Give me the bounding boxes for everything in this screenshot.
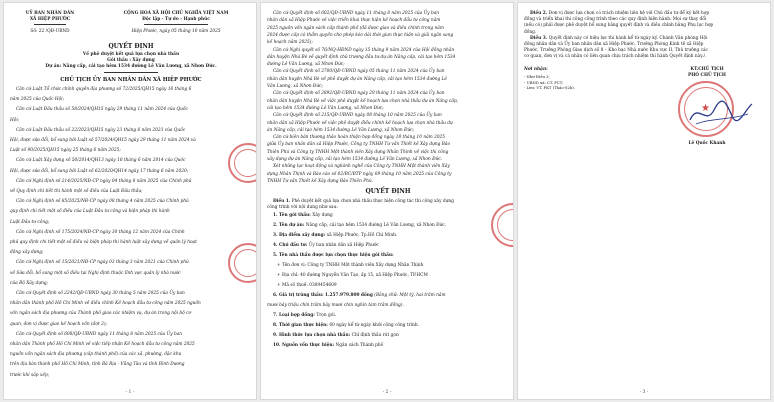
body-text-line: Căn cứ Quyết định số 602/QĐ-UBND ngày 11 tháng 8 năm 2025 của Ủy ban xyxy=(273,11,440,16)
body-text-line: Căn cứ Luật Đấu thầu số 58/2024/QH15 ngày 29 tháng 11 năm 2024 của Quốc xyxy=(16,107,188,113)
decision-item-value: Trọn gói. xyxy=(316,313,337,318)
decision-item-label: 9. Hình thức lựa chọn nhà thầu: xyxy=(273,333,352,338)
body-text-line: 2024 được cấp có thẩm quyền cho phép kéo dài thời gian thực hiện và giải ngân sang xyxy=(267,32,454,38)
decision-title: QUYẾT ĐỊNH xyxy=(108,43,154,50)
body-text-line: xây dựng dự án Nâng cấp, cải tạo hẻm 1534 đường Lê Văn Lương, xã Nhơn Đức. xyxy=(267,157,443,162)
decision-item xyxy=(273,313,336,319)
body-text-line: Căn cứ Nghị định số 214/2025/NĐ-CP ngày 04 tháng 8 năm 2025 của Chính phủ xyxy=(16,178,192,184)
page-number: - 3 - xyxy=(639,390,649,395)
decision-item-label: 4. Chủ đầu tư: xyxy=(273,243,309,248)
decision-item-label: 6. Giá trị trúng thầu: xyxy=(273,293,326,298)
republic-heading: CỘNG HOÀ XÃ HỘI CHỦ NGHĨA VIỆT NAM xyxy=(123,11,229,16)
decision-item-value: xã Hiệp Phước, Tp.Hồ Chí Minh. xyxy=(326,233,398,238)
body-text-line: nhân dân thành phố Hồ Chí Minh về điều chỉnh Kế hoạch đầu tư công năm 2025 nguồn xyxy=(10,301,201,307)
body-text-line: quan, đơn vị được giao kế hoạch vốn (đợt 2); xyxy=(10,321,107,327)
body-text-line: giữa Ủy ban nhân dân xã Hiệp Phước, Công ty TNHH Tư vấn Thiết kế Xây dựng Bảo xyxy=(267,142,451,148)
body-text-line: Căn cứ Nghị định số 85/2025/NĐ-CP ngày 08 tháng 4 năm 2025 của Chính phủ xyxy=(16,199,189,205)
document-page-2 xyxy=(260,2,514,400)
body-text-line: nhân dân xã Hiệp Phước về việc phê duyệt điều chỉnh kế hoạch lựa chọn nhà thầu dự xyxy=(267,120,453,126)
body-text-line: TNHH Tư vấn Thiết kế Xây dựng Bảo Thiên Phú. xyxy=(267,178,373,184)
body-text-line: động xây dựng; xyxy=(10,250,44,256)
body-text-line: Căn cứ Luật Tổ chức chính quyền địa phương số 72/2025/QH15 ngày 16 tháng 6 xyxy=(16,87,192,92)
body-text-line: phủ quy định chi tiết một số điều và biện pháp thi hành luật xây dựng về quản lý hoạt xyxy=(10,240,197,245)
body-text-line: Căn cứ Nghị quyết số 76/NQ-HĐND ngày 15 tháng 9 năm 2024 của Hội đồng nhân xyxy=(273,47,455,53)
org-underline xyxy=(34,24,66,25)
body-text-line: Luật Đầu tư công; xyxy=(10,219,50,225)
body-text-line: + Địa chỉ: 40 đường Nguyễn Văn Tạo, ấp 15, xã Hiệp Phước, TP.HCM xyxy=(277,273,428,278)
decision-item xyxy=(273,213,333,219)
decision-item-value: Chỉ định thầu rút gọn xyxy=(351,333,399,338)
body-text-line: Căn cứ Quyết định số 608/QĐ-UBND ngày 11 tháng 8 năm 2025 của Ủy ban xyxy=(16,331,183,337)
recipient-item: - Như Điều 3; xyxy=(524,74,550,79)
body-text-line xyxy=(530,36,707,42)
date-place: Hiệp Phước, ngày 05 tháng 10 năm 2025 xyxy=(131,29,221,34)
sign-role2: PHÓ CHỦ TỊCH xyxy=(688,73,726,78)
body-text-line: Căn cứ Nghị định số 15/2021/NĐ-CP ngày 03 tháng 3 năm 2021 của Chính phủ xyxy=(16,260,189,266)
body-text-line: nhân dân Thành phố Hồ Chí Minh về việc tiếp nhận Kế hoạch đầu tư công năm 2025 xyxy=(10,342,195,347)
decision-item-label: 5. Tên nhà thầu được lựa chọn thực hiện gói thầu: xyxy=(273,253,394,258)
article-label: Điều 3. xyxy=(530,35,549,41)
handwritten-signature xyxy=(686,98,756,128)
decision-item-value: Nâng cấp, cải tạo hẻm 1534 đường Lê Văn Lương, xã Nhơn Đức. xyxy=(305,223,447,228)
title-line1: Về phê duyệt kết quả lựa chọn nhà thầu xyxy=(82,52,180,57)
decision-item-value: Ngân sách Thành phố xyxy=(335,343,384,348)
body-text-line: đồng và triển khai thi công công trình theo các quy định hiện hành. Mọi sự thay đổi xyxy=(524,17,707,23)
decision-item-value: 1.257.979.800 đồng xyxy=(325,293,373,298)
recipient-item: - Lưu: VT, PKT (Thảo-02b). xyxy=(524,85,575,90)
body-text-line: Căn cứ Quyết định số 215/QĐ-UBND ngày 08 tháng 10 năm 2025 của Ủy ban xyxy=(273,113,442,119)
decision-item-label: 3. Địa điểm xây dựng: xyxy=(273,233,327,238)
body-text-line: Căn cứ Quyết định số 2242/QĐ-UBND ngày 30 tháng 5 năm 2025 của Ủy ban xyxy=(16,291,185,296)
decision-item xyxy=(273,223,446,229)
title-line3: Dự án: Nâng cấp, cải tạo hẻm 1534 đường Lê Văn Lương, xã Nhơn Đức. xyxy=(45,64,217,69)
body-text-line: Văn Lương, xã Nhơn Đức; xyxy=(267,84,323,89)
article1-label: Điều 1. xyxy=(273,199,291,204)
recipient-item: - UBND xã: CT, PCT; xyxy=(524,79,564,85)
body-text-line: 2025 nguồn vốn ngân sách cấp thành phố (đã được giao và điều chỉnh trong năm xyxy=(267,25,444,31)
article-text: Đơn vị được lựa chọn có trách nhiệm liên hệ với Chủ đầu tư để ký kết hợp xyxy=(548,11,710,16)
decision-item xyxy=(273,293,446,299)
decision-item xyxy=(273,243,379,249)
body-text-line: Xét những lục hoạt động và nghành nghề của Công ty TNHH Một thành viên Xây xyxy=(273,164,450,170)
page-number: - 2 - xyxy=(382,390,392,395)
authority-heading: CHỦ TỊCH ỦY BAN NHÂN DÂN XÃ HIỆP PHƯỚC xyxy=(60,77,202,83)
body-text-line: Căn cứ Nghị định số 175/2024/NĐ-CP ngày 30 tháng 12 năm 2024 của Chính xyxy=(16,229,185,235)
document-page-3 xyxy=(517,2,771,400)
body-text-line: (nếu có) phải được phê duyệt bổ sung bằng quyết định và điều chỉnh bằng Phụ lục hợp xyxy=(524,23,714,29)
decision-item-label: 8. Thời gian thực hiện: xyxy=(273,323,330,328)
article1-text: Phê duyệt kết quả lựa chọn nhà thầu thực hiện công tác thi công xây dựng xyxy=(291,199,454,204)
title-line2: Gói thầu : Xây dựng xyxy=(107,58,155,63)
body-text-line: kế hoạch năm 2025); xyxy=(267,40,313,46)
body-text-line: đồng. xyxy=(524,29,537,35)
body-text-line: Luật số 90/2025/QH15 ngày 25 tháng 6 năm 2025; xyxy=(10,148,121,154)
body-text-line: Phước, Trưởng Phòng Giao dịch số 8 – Kho bạc Nhà nước Khu vực II, Thủ trưởng các xyxy=(524,48,708,54)
body-text-line: cải tạo hẻm 1534 đường Lê Văn Lương, xã Nhơn Đức; xyxy=(267,105,384,111)
body-text-line: quy định chi tiết một số điều của Luật Đầu tư công và biện pháp thi hành xyxy=(10,209,170,215)
decision-item xyxy=(273,323,419,329)
motto: Độc lập - Tự do - Hạnh phúc xyxy=(142,17,210,22)
body-text-line: án Nâng cấp, cải tạo hẻm 1534 đường Lê Văn Lương, xã Nhơn Đức; xyxy=(267,127,415,133)
decision-item xyxy=(273,253,394,259)
decision-item-value: 60 ngày kể từ ngày khởi công công trình. xyxy=(329,323,419,328)
body-text-line: Hội, được sửa đổi, bổ sung bởi Luật số 62/2020/QH14 ngày 17 tháng 6 năm 2020; xyxy=(10,168,189,174)
stamp-seal-edge xyxy=(228,243,257,283)
stamp-star-icon: ★ xyxy=(701,103,710,114)
body-text-line: dựng Nhân Thịnh và Báo cáo số 02/BC/BTP ngày 09 tháng 10 năm 2025 của Công ty xyxy=(267,171,452,177)
decision-item-label: 7. Loại hợp đồng: xyxy=(273,313,317,318)
signer-name: Lê Quốc Khanh xyxy=(688,141,726,146)
decision-item-label: 1. Tên gói thầu: xyxy=(273,213,313,218)
org-line2: XÃ HIỆP PHƯỚC xyxy=(29,17,71,22)
body-text-line: của Bộ Xây dựng; xyxy=(10,280,49,286)
body-text-line: nhân dân huyện Nhà Bè về phê duyệt dự án Nâng cấp, cải tạo hẻm 1534 đường Lê xyxy=(267,76,447,82)
motto-underline xyxy=(144,24,208,25)
body-text-line: Hội; xyxy=(10,117,20,123)
stamp-seal-edge xyxy=(228,143,257,183)
body-text-line: Căn cứ Quyết định số 2892/QĐ-UBND ngày 29 tháng 11 năm 2024 của Ủy ban xyxy=(273,91,445,97)
page-number: - 1 - xyxy=(125,390,135,395)
decision-item-label: 10. Nguồn vốn thực hiện: xyxy=(273,343,336,348)
stamp-seal-edge xyxy=(491,203,514,247)
recipients-heading: Nơi nhận: xyxy=(524,67,548,72)
document-page-1 xyxy=(3,2,257,400)
body-text-line: nhân dân xã Hiệp Phước về việc triển khai thực hiện kế hoạch đầu tư công năm xyxy=(267,18,441,24)
decision-item-note: (Bằng chữ: Một tỷ, hai trăm năm xyxy=(372,293,446,298)
article-text: Quyết định này có hiệu lực thi hành kể từ ngày ký. Chánh Văn phòng Hội xyxy=(548,35,708,41)
body-text-line: về Quy định chi tiết thi hành một số điều của Luật Đấu thầu; xyxy=(10,189,143,194)
decision-item-value: Xây dựng xyxy=(312,213,333,218)
article-label: Điều 2. xyxy=(530,11,549,16)
body-text-line: cơ quan, đơn vị và cá nhân có liên quan chịu trách nhiệm thi hành Quyết định này./. xyxy=(524,54,707,60)
body-text-line: + Tên đơn vị: Công ty TNHH Một thành viên Xây dựng Nhân Thịnh xyxy=(277,263,424,268)
decision-item-value: Ủy ban nhân dân xã Hiệp Phước xyxy=(308,243,379,248)
body-text-line: đồng nhân dân và Ủy ban nhân dân xã Hiệp Phước, Trưởng Phòng Kinh tế xã Hiệp xyxy=(524,42,704,47)
body-text-line: mươi bảy triệu chín trăm bảy mươi chín nghìn tám trăm đồng). xyxy=(267,303,404,308)
body-text-line: Căn cứ biên bản thương thảo hoàn thiện hợp đồng ngày 18 tháng 10 năm 2025 xyxy=(273,135,446,141)
body-text-line: Căn cứ Luật Đầu thầu số 22/2023/QH15 ngày 23 tháng 6 năm 2023 của Quốc xyxy=(16,127,186,133)
org-line1: UỶ BAN NHÂN DÂN xyxy=(25,11,75,16)
body-text-line: năm 2025 của Quốc Hội; xyxy=(10,97,65,103)
body-text-line: về Sửa đổi, bổ sung một số điều tại Nghị định thuộc lĩnh vực quản lý nhà nước xyxy=(10,270,181,276)
body-text-line: dân huyện Nhà Bè về quyết định chủ trương đầu tư dự án Nâng cấp, cải tạo hẻm 1534 xyxy=(267,54,456,60)
body-text-line: nguồn vốn ngân sách địa phương (cấp thành phố) của các xã, phường, đặc khu xyxy=(10,352,182,358)
body-text-line: Căn cứ Luật Xây dựng số 50/2014/QH13 ngày 18 tháng 6 năm 2014 của Quốc xyxy=(16,158,186,164)
decision-item-label: 2. Tên dự án: xyxy=(273,223,306,228)
decision-item xyxy=(273,233,397,239)
sign-role1: KT.CHỦ TỊCH xyxy=(690,67,724,72)
body-text-line: nhân dân huyện Nhà Bè về việc phê duyệt kế hoạch lựa chọn nhà thầu dự án Nâng cấp, xyxy=(267,98,459,104)
body-text-line: vốn ngân sách địa phương của Thành phố giao các nhiệm vụ, dự án trong nội bộ cơ xyxy=(10,311,192,317)
article1-text2: công trình với nội dung như sau: xyxy=(267,205,338,210)
body-text-line: trên địa bàn thành phố Hồ Chí Minh, tỉnh Bà Rịa - Vũng Tàu và tỉnh Bình Dương xyxy=(10,362,185,368)
decision-item xyxy=(273,333,399,339)
body-text-line: + Mã số thuế: 0309454609 xyxy=(277,283,337,288)
body-text-line: Căn cứ Quyết định số 2700/QĐ-UBND ngày 05 tháng 11 năm 2024 của Ủy ban xyxy=(273,69,445,75)
title-underline xyxy=(104,72,158,73)
doc-number: Số: 22 /QĐ-UBND xyxy=(30,29,70,34)
body-text-line: trước khi sắp xếp; xyxy=(10,372,50,378)
body-text-line: Thiên Phú và Công ty TNHH Một thành viên Xây dựng Nhân Thịnh về việc thi công xyxy=(267,149,449,155)
decision-heading: QUYẾT ĐỊNH xyxy=(365,188,411,195)
decision-item xyxy=(273,343,383,349)
body-text-line: đường Lê Văn Lương, xã Nhơn Đức; xyxy=(267,62,345,68)
body-text-line: Hội, được sửa đổi, bổ sung bởi Luật số 57/2024/QH15 ngày 29 tháng 11 năm 2024 và xyxy=(10,138,196,143)
